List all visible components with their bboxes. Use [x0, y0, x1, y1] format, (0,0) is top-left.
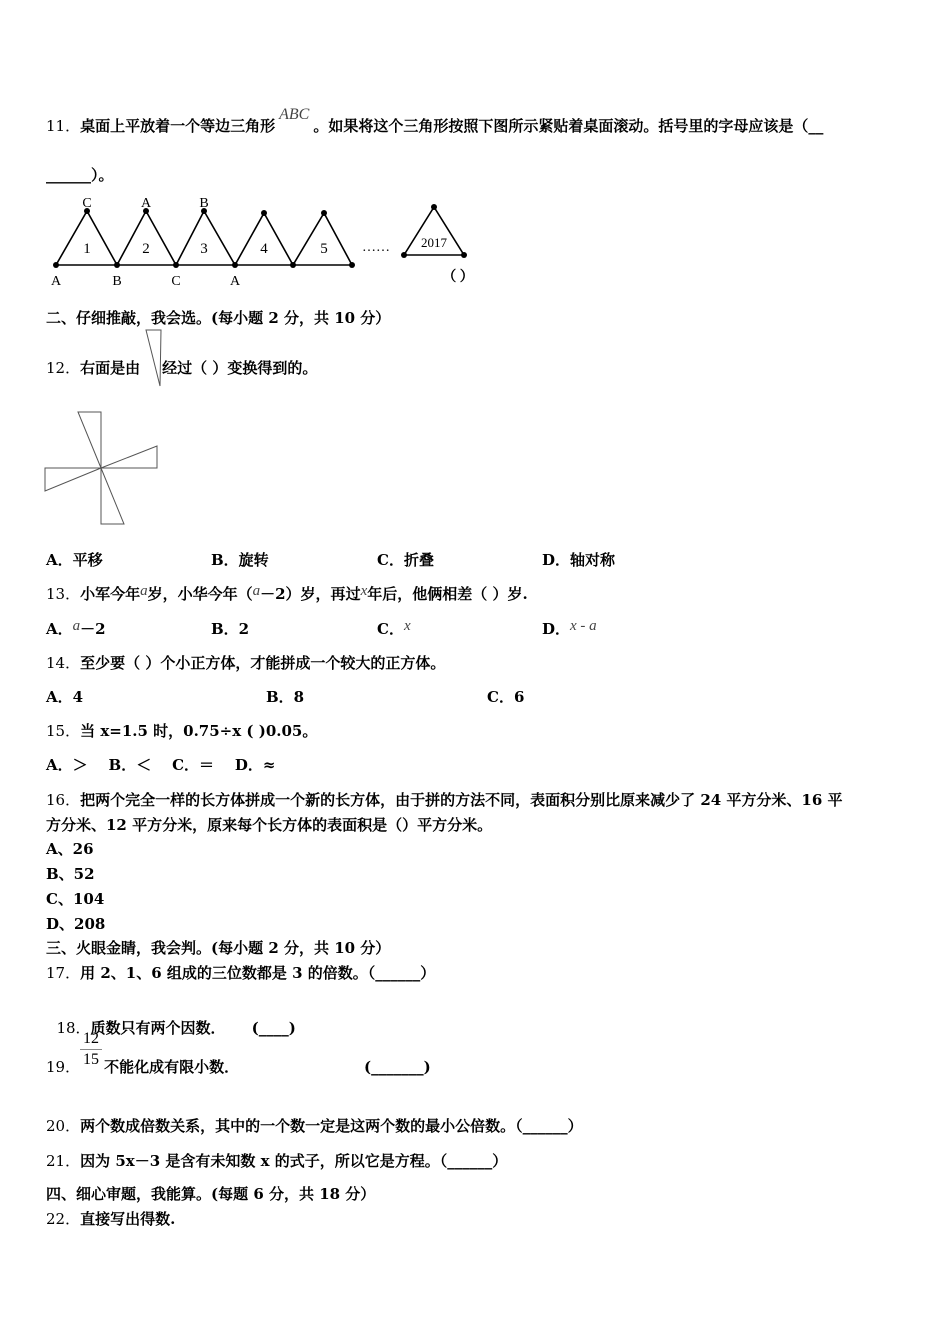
q20-number: 20． [46, 1117, 81, 1135]
vertex-dot [114, 262, 120, 268]
q13-option-d-expr: x - a [570, 618, 597, 634]
q12-text-before: 右面是由 [80, 359, 141, 377]
q12-number: 12． [46, 359, 81, 377]
q12-pinwheel-figure [44, 411, 160, 527]
q15-text: 当 x=1.5 时，0.75÷x ( )0.05。 [80, 722, 318, 740]
q22-number: 22． [46, 1210, 81, 1228]
q16-number: 16． [46, 791, 81, 809]
q16-option-b[interactable]: B、52 [46, 865, 95, 883]
q13-p1: 小军今年 [80, 585, 141, 603]
triangle-number-2017: 2017 [421, 235, 447, 250]
q14-number: 14． [46, 654, 81, 672]
q11-text-before: 桌面上平放着一个等边三角形 [80, 117, 276, 135]
q12-option-d[interactable]: D．轴对称 [542, 551, 616, 569]
q14-option-c[interactable]: C．6 [487, 688, 525, 706]
q13-number: 13． [46, 585, 81, 603]
q17-line [46, 963, 435, 983]
q15-number: 15． [46, 722, 81, 740]
q13-option-a-var: a [72, 618, 81, 634]
q14-option-b[interactable]: B．8 [266, 688, 305, 706]
q20-text: 两个数成倍数关系，其中的一个数一定是这两个数的最小公倍数。（______） [80, 1117, 583, 1135]
q13-var-a-2: a [252, 583, 261, 599]
answer-blank: （ ） [442, 270, 474, 285]
q11-rolling-triangle-figure [40, 195, 500, 295]
q14-option-a[interactable]: A．4 [46, 688, 84, 706]
q13-option-b[interactable]: B．2 [211, 620, 250, 638]
vertex-dot [290, 262, 296, 268]
bottom-label: A [50, 274, 62, 289]
triangle-number: 1 [83, 241, 91, 257]
q12-text-after: 经过（ ）变换得到的。 [162, 359, 318, 377]
vertex-dot [232, 262, 238, 268]
q18-number: 18． [56, 1019, 91, 1037]
section2-title: 二、仔细推敲，我会选。(每小题 2 分，共 10 分） [46, 309, 391, 327]
q20-line [46, 1116, 583, 1136]
q12-option-b[interactable]: B．旋转 [211, 551, 269, 569]
q11-formula: ABC [279, 106, 310, 123]
q13-option-a-tail: －2 [80, 620, 106, 638]
q13-var-x: x [360, 583, 368, 599]
bottom-label: C [171, 274, 181, 289]
section3-title: 三、火眼金睛，我会判。(每小题 2 分，共 10 分） [46, 939, 391, 957]
q11-number: 11． [46, 117, 81, 135]
vertex-dot [349, 262, 355, 268]
bottom-label: B [112, 274, 122, 289]
q13-p3: －2）岁，再过 [260, 585, 361, 603]
q13-line [46, 584, 528, 605]
top-label: A [140, 196, 152, 211]
q19-number: 19． [46, 1058, 81, 1076]
triangle-number: 5 [320, 241, 328, 257]
q15-line [46, 721, 317, 741]
vertex-dot [173, 262, 179, 268]
q19-numerator: 12 [83, 1030, 99, 1047]
vertex-dot [321, 210, 327, 216]
q18-text: 质数只有两个因数． (____) [90, 1019, 296, 1037]
q12-option-c[interactable]: C．折叠 [377, 551, 434, 569]
vertex-dot [431, 204, 437, 210]
triangle-number: 4 [260, 241, 268, 257]
q13-option-a[interactable] [46, 619, 106, 640]
bottom-label: A [229, 274, 241, 289]
q12-small-triangle-figure [144, 328, 164, 388]
q16-option-a[interactable]: A、26 [46, 840, 94, 858]
q11-line1 [46, 106, 824, 137]
q17-number: 17． [46, 964, 81, 982]
triangle-number: 3 [200, 241, 208, 257]
q13-p2: 岁，小华今年（ [147, 585, 253, 603]
q19-text: 不能化成有限小数． [104, 1058, 240, 1076]
q22-text: 直接写出得数. [80, 1210, 176, 1228]
q13-option-c[interactable] [377, 619, 411, 640]
q14-text: 至少要（ ）个小正方体，才能拼成一个较大的正方体。 [80, 654, 446, 672]
q13-var-a: a [140, 583, 148, 599]
q19-answer-blank[interactable]: (_______) [364, 1058, 431, 1076]
q16-text-line1: 把两个完全一样的长方体拼成一个新的长方体，由于拼的方法不同，表面积分别比原来减少了 24 平方分米、16 平 [80, 791, 843, 809]
q13-p4: 年后，他俩相差（ ）岁. [367, 585, 528, 603]
q14-line [46, 653, 445, 673]
q13-option-a-label: A． [46, 620, 73, 638]
vertex-dot [53, 262, 59, 268]
q15-options[interactable]: A．＞ B．＜ C．＝ D．≈ [46, 756, 276, 774]
q22-line [46, 1209, 175, 1229]
q13-option-d[interactable] [542, 619, 597, 640]
top-label: C [82, 196, 92, 211]
q12-line [46, 358, 317, 378]
q11-text-after: 。如果将这个三角形按照下图所示紧贴着桌面滚动。括号里的字母应该是（__ [313, 117, 824, 135]
q12-option-a[interactable]: A．平移 [46, 551, 103, 569]
q13-option-d-label: D． [542, 620, 571, 638]
q19-denominator: 15 [83, 1051, 99, 1068]
q21-number: 21． [46, 1152, 81, 1170]
vertex-dot [461, 252, 467, 258]
vertex-dot [261, 210, 267, 216]
q13-option-c-label: C． [377, 620, 404, 638]
q21-text: 因为 5x－3 是含有未知数 x 的式子，所以它是方程。（______） [80, 1152, 508, 1170]
ellipsis: …… [362, 240, 390, 255]
q16-line2: 方分米、12 平方分米，原来每个长方体的表面积是（）平方分米。 [46, 816, 493, 834]
q16-line1 [46, 790, 843, 810]
q17-text: 用 2、1、6 组成的三位数都是 3 的倍数。（______） [80, 964, 436, 982]
top-label: B [199, 196, 209, 211]
q16-option-d[interactable]: D、208 [46, 915, 106, 933]
q16-option-c[interactable]: C、104 [46, 890, 105, 908]
q19-line [46, 1057, 239, 1077]
triangle-number: 2 [142, 241, 150, 257]
q13-option-c-var: x [403, 618, 411, 634]
section4-title: 四、细心审题，我能算。(每题 6 分，共 18 分） [46, 1185, 376, 1203]
q11-line2: ______）。 [46, 166, 114, 184]
vertex-dot [401, 252, 407, 258]
q21-line [46, 1151, 507, 1171]
